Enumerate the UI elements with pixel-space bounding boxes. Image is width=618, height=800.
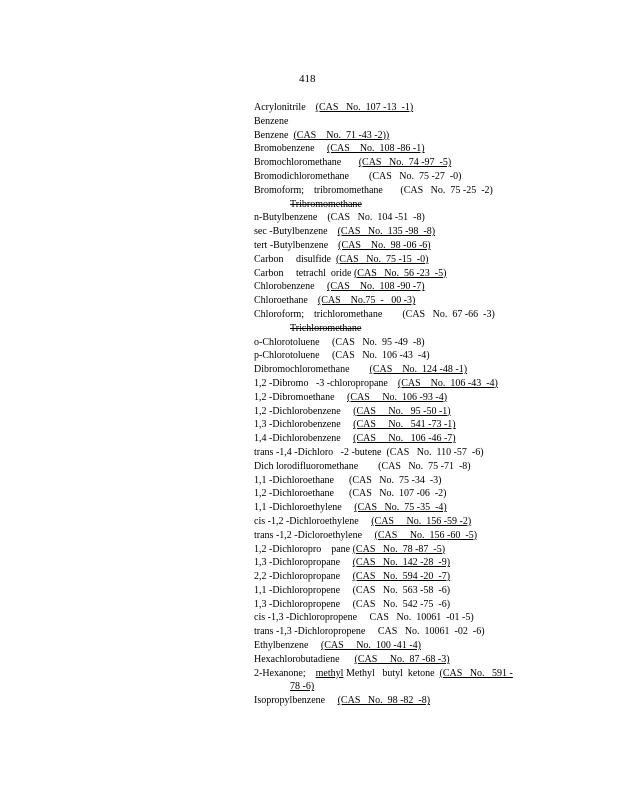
chemical-name: 1,2 -Dichlorobenzene bbox=[254, 405, 354, 417]
cas-number: (CAS No. 75 -27 -0) bbox=[368, 170, 462, 182]
chemical-name: Bromobenzene bbox=[254, 143, 328, 155]
chemical-name: 1,2 -Dibromoethane bbox=[254, 391, 348, 403]
chemical-entry bbox=[254, 391, 574, 405]
cas-number: (CAS No. 107 -06 -2) bbox=[348, 488, 447, 500]
chemical-list bbox=[254, 101, 574, 708]
chemical-name: p-Chlorotoluene bbox=[254, 350, 333, 362]
chemical-entry bbox=[254, 349, 574, 363]
chemical-entry bbox=[254, 584, 574, 598]
chemical-entry bbox=[254, 377, 574, 391]
chemical-name: tert -Butylbenzene bbox=[254, 239, 339, 251]
cas-number: (CAS No. 563 -58 -6) bbox=[352, 584, 451, 596]
chemical-name: 1,2 -Dichloroethane bbox=[254, 488, 349, 500]
cas-number: (CAS No. 98 -82 -8) bbox=[337, 695, 431, 707]
chemical-name: Bromochloromethane bbox=[254, 157, 359, 169]
chemical-entry bbox=[254, 653, 574, 667]
cas-number: (CAS No. 56 -23 -5) bbox=[353, 267, 447, 279]
chemical-name: trans -1,4 -Dichloro -2 -butene bbox=[254, 446, 387, 458]
chemical-entry bbox=[254, 639, 574, 653]
chemical-name: Dibromochloromethane bbox=[254, 364, 370, 376]
cas-number: (CAS No. 108 -86 -1) bbox=[327, 143, 425, 155]
chemical-name: Bromoform; tribromomethane bbox=[254, 184, 401, 196]
chemical-entry bbox=[254, 142, 574, 156]
cas-continuation: 78 -6) bbox=[290, 681, 315, 693]
chemical-entry bbox=[254, 363, 574, 377]
cas-number: (CAS No. 106 -43 -4) bbox=[397, 377, 498, 389]
chemical-entry bbox=[254, 156, 574, 170]
chemical-entry bbox=[254, 501, 574, 515]
chemical-name: Carbon disulfide bbox=[254, 253, 336, 265]
chemical-name: Isopropylbenzene bbox=[254, 695, 338, 707]
chemical-entry bbox=[254, 432, 574, 446]
chemical-entry bbox=[254, 460, 574, 474]
chemical-name: 1,3 -Dichlorobenzene bbox=[254, 419, 354, 431]
chemical-name: 1,3 -Dichloropropene bbox=[254, 598, 353, 610]
chemical-entry bbox=[254, 198, 574, 212]
cas-number: (CAS No. 135 -98 -8) bbox=[337, 226, 436, 238]
cas-number: (CAS No. 67 -66 -3) bbox=[402, 308, 495, 320]
cas-number: (CAS No. 74 -97 -5) bbox=[358, 157, 452, 169]
chemical-name: trans -1,2 -Dicloroethylene bbox=[254, 529, 375, 541]
chemical-name: cis -1,3 -Dichloropropene bbox=[254, 612, 370, 624]
cas-number: (CAS No. 78 -87 -5) bbox=[352, 543, 446, 555]
cas-number: (CAS No. 107 -13 -1) bbox=[315, 102, 414, 113]
chemical-entry bbox=[254, 129, 574, 143]
cas-number: (CAS No. 75 -25 -2) bbox=[400, 184, 493, 196]
cas-number: (CAS No. 106 -46 -7) bbox=[353, 433, 456, 445]
cas-number: (CAS No. 591 - bbox=[439, 667, 513, 679]
cas-number: (CAS No. 95 -50 -1) bbox=[353, 405, 451, 417]
chemical-name: Bromodichloromethane bbox=[254, 170, 369, 182]
chemical-name: 1,1 -Dichloroethylene bbox=[254, 502, 355, 514]
cas-number: (CAS No.75 - 00 -3) bbox=[317, 295, 416, 307]
chemical-entry bbox=[254, 515, 574, 529]
chemical-entry bbox=[254, 225, 574, 239]
chemical-name-rest: Methyl butyl ketone bbox=[343, 667, 440, 679]
chemical-entry bbox=[254, 446, 574, 460]
chemical-entry bbox=[254, 543, 574, 557]
cas-number: (CAS No. 106 -93 -4) bbox=[347, 391, 448, 403]
chemical-entry bbox=[254, 487, 574, 501]
cas-number: (CAS No. 156 -60 -5) bbox=[374, 529, 478, 541]
chemical-name: 1,2 -Dibromo -3 -chloropropane bbox=[254, 377, 398, 389]
chemical-entry bbox=[254, 267, 574, 281]
chemical-entry bbox=[254, 253, 574, 267]
chemical-entry bbox=[254, 211, 574, 225]
chemical-entry bbox=[254, 556, 574, 570]
cas-number: (CAS No. 98 -06 -6) bbox=[338, 239, 431, 251]
chemical-entry bbox=[254, 115, 574, 129]
chemical-entry bbox=[254, 280, 574, 294]
cas-number: (CAS No. 106 -43 -4) bbox=[332, 350, 430, 362]
chemical-name: Carbon tetrachl oride bbox=[254, 267, 354, 279]
chemical-name: Dich lorodifluoromethane bbox=[254, 460, 379, 472]
chemical-name: 2-Hexanone; bbox=[254, 667, 316, 679]
chemical-entry bbox=[254, 184, 574, 198]
struck-synonym: Tribromomethane bbox=[290, 198, 362, 210]
chemical-entry bbox=[254, 570, 574, 584]
cas-number: (CAS No. 156 -59 -2) bbox=[371, 515, 472, 527]
chemical-name: sec -Butylbenzene bbox=[254, 226, 338, 238]
cas-number: (CAS No. 100 -41 -4) bbox=[320, 640, 421, 652]
chemical-entry bbox=[254, 170, 574, 184]
chemical-entry bbox=[254, 625, 574, 639]
chemical-name: 1,4 -Dichlorobenzene bbox=[254, 433, 354, 445]
chemical-entry bbox=[254, 308, 574, 322]
chemical-entry bbox=[254, 336, 574, 350]
chemical-name: cis -1,2 -Dichloroethylene bbox=[254, 515, 372, 527]
chemical-name: Acrylonitrile bbox=[254, 102, 316, 113]
cas-number: (CAS No. 110 -57 -6) bbox=[386, 446, 484, 458]
page-number: 418 bbox=[299, 73, 316, 85]
cas-number: (CAS No. 594 -20 -7) bbox=[352, 571, 451, 583]
chemical-name: Benzene bbox=[254, 115, 289, 127]
cas-number: (CAS No. 142 -28 -9) bbox=[352, 557, 451, 569]
cas-number: (CAS No. 542 -75 -6) bbox=[352, 598, 451, 610]
chemical-name: 1,1 -Dichloroethane bbox=[254, 474, 349, 486]
chemical-name: Hexachlorobutadiene bbox=[254, 653, 355, 665]
chemical-name: 1,1 -Dichloropropene bbox=[254, 584, 353, 596]
chemical-name: Ethylbenzene bbox=[254, 640, 321, 652]
chemical-entry bbox=[254, 667, 574, 695]
cas-number: (CAS No. 75 -15 -0) bbox=[335, 253, 429, 265]
chemical-entry bbox=[254, 598, 574, 612]
chemical-name: Chlorobenzene bbox=[254, 281, 328, 293]
chemical-entry bbox=[254, 101, 574, 115]
cas-number: CAS No. 10061 -02 -6) bbox=[377, 626, 485, 638]
chemical-entry bbox=[254, 474, 574, 488]
cas-number: (CAS No. 95 -49 -8) bbox=[332, 336, 425, 348]
cas-number: (CAS No. 75 -71 -8) bbox=[378, 460, 471, 472]
chemical-name: Benzene bbox=[254, 129, 294, 141]
cas-number: (CAS No. 108 -90 -7) bbox=[327, 281, 425, 293]
struck-synonym: Trichloromethane bbox=[290, 322, 362, 334]
cas-number: (CAS No. 124 -48 -1) bbox=[369, 364, 468, 376]
chemical-entry bbox=[254, 529, 574, 543]
chemical-name: Chloroform; trichloromethane bbox=[254, 308, 403, 320]
cas-number: (CAS No. 87 -68 -3) bbox=[354, 653, 450, 665]
chemical-name: o-Chlorotoluene bbox=[254, 336, 333, 348]
chemical-entry bbox=[254, 294, 574, 308]
chemical-name-underlined: methyl bbox=[315, 667, 344, 679]
cas-number: (CAS No. 104 -51 -8) bbox=[327, 212, 425, 224]
cas-number: (CAS No. 75 -34 -3) bbox=[348, 474, 442, 486]
chemical-entry bbox=[254, 694, 574, 708]
chemical-name: 1,3 -Dichloropropane bbox=[254, 557, 353, 569]
chemical-entry bbox=[254, 239, 574, 253]
chemical-name: n-Butylbenzene bbox=[254, 212, 328, 224]
cas-number: (CAS No. 541 -73 -1) bbox=[353, 419, 456, 431]
chemical-name: trans -1,3 -Dichloropropene bbox=[254, 626, 378, 638]
chemical-name: 2,2 -Dichloropropane bbox=[254, 571, 353, 583]
cas-number: CAS No. 10061 -01 -5) bbox=[369, 612, 474, 624]
chemical-entry bbox=[254, 611, 574, 625]
cas-number: (CAS No. 71 -43 -2)) bbox=[293, 129, 390, 141]
chemical-entry bbox=[254, 322, 574, 336]
chemical-entry bbox=[254, 405, 574, 419]
chemical-name: Chloroethane bbox=[254, 295, 318, 307]
chemical-entry bbox=[254, 418, 574, 432]
cas-number: (CAS No. 75 -35 -4) bbox=[354, 502, 447, 514]
chemical-name: 1,2 -Dichloropro pane bbox=[254, 543, 353, 555]
